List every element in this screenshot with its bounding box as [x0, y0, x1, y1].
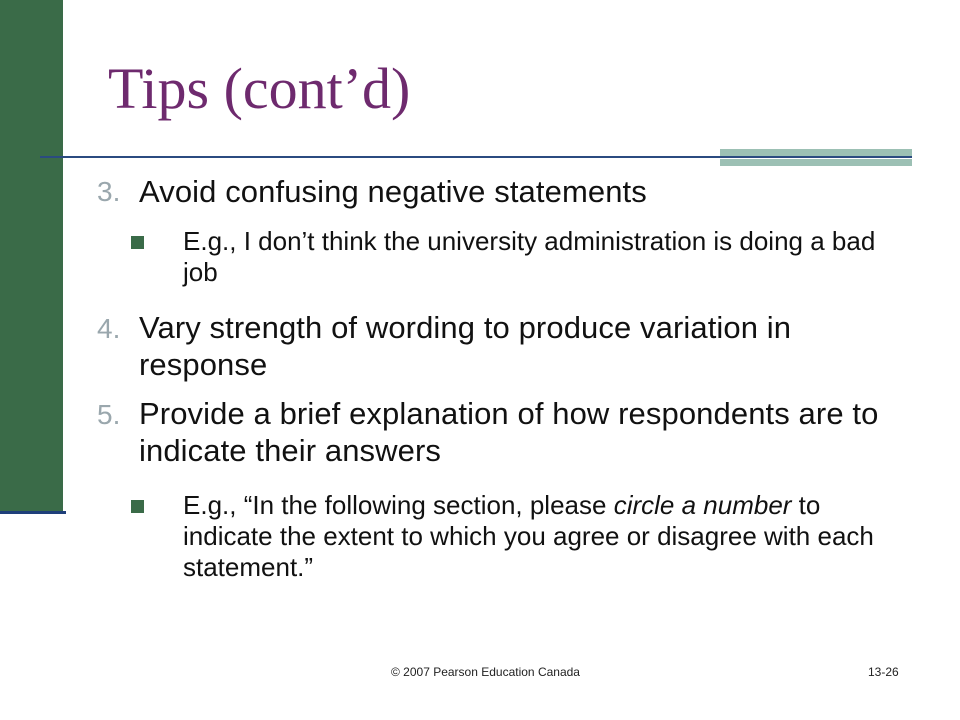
sub-item-part: E.g., “In the following section, please — [183, 490, 614, 520]
sub-item-part: E.g., I don’t think the university administration is doing a bad job — [183, 226, 876, 287]
square-bullet-icon — [131, 500, 144, 513]
square-bullet-icon — [131, 236, 144, 249]
list-item-text: Provide a brief explanation of how respondents are to indicate their answers — [139, 396, 879, 468]
list-item-number: 4. — [97, 313, 121, 344]
sub-item-part-italic: circle a number — [613, 490, 792, 520]
sub-item-part: to indicate the extent to which you agree or disagree with each statement.” — [183, 490, 874, 582]
footer-copyright: © 2007 Pearson Education Canada — [391, 665, 580, 679]
sub-item-text — [183, 490, 893, 583]
list-item-number: 3. — [97, 176, 121, 207]
sub-item-text — [183, 226, 893, 288]
slide-number: 13-26 — [868, 665, 899, 679]
slide-title: Tips (cont’d) — [108, 56, 411, 121]
list-item-text: Vary strength of wording to produce variation in response — [139, 310, 792, 382]
list-item-text: Avoid confusing negative statements — [139, 174, 647, 209]
list-item-number: 5. — [97, 399, 121, 430]
